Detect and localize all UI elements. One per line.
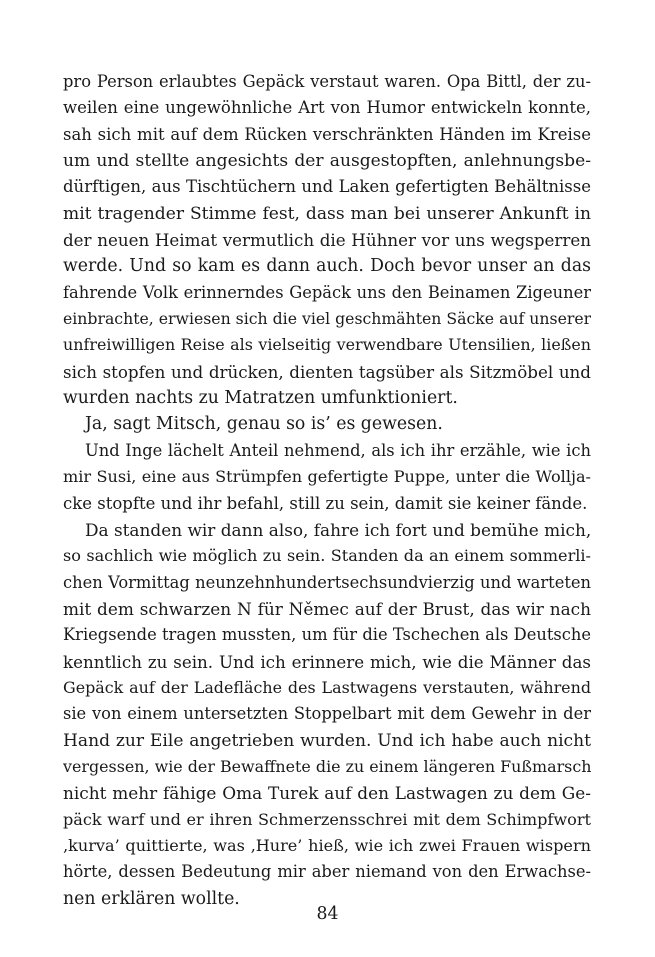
text-line: ‚kurva’ quittierte, was ‚Hure’ hieß, wie ich zwei Frauen wispern	[63, 835, 591, 855]
text-line: dürftigen, aus Tischtüchern und Laken gefertigten Behältnisse	[63, 177, 591, 197]
text-line: fahrende Volk erinnerndes Gepäck uns den Beinamen Zigeuner	[63, 282, 591, 302]
text-line: cke stopfte und ihr befahl, still zu sein, damit sie keiner fände.	[63, 493, 588, 513]
text-line: vergessen, wie der Bewaffnete die zu einem längeren Fußmarsch	[63, 756, 591, 776]
body-text	[63, 69, 591, 912]
text-line: kenntlich zu sein. Und ich erinnere mich, wie die Männer das	[63, 651, 591, 672]
text-line: mit dem schwarzen N für Němec auf der Brust, das wir nach	[63, 598, 591, 619]
text-line: Ja, sagt Mitsch, genau so is’ es gewesen.	[85, 414, 443, 435]
text-line: der neuen Heimat vermutlich die Hühner vor uns wegsperren	[63, 230, 591, 251]
text-line: unfreiwilligen Reise als vielseitig verwendbare Utensilien, ließen	[63, 335, 591, 355]
text-line: päck warf und er ihren Schmerzensschrei mit dem Schimpfwort	[63, 809, 591, 829]
text-line: Kriegsende tragen mussten, um für die Tschechen als Deutsche	[63, 625, 591, 645]
text-line: hörte, dessen Bedeutung mir aber niemand von den Erwachse-	[63, 862, 591, 882]
text-line: werde. Und so kam es dann auch. Doch bevor unser an das	[63, 256, 591, 277]
text-line: um und stellte angesichts der ausgestopften, anlehnungsbe-	[63, 151, 591, 172]
text-line: chen Vormittag neunzehnhundertsechsundvierzig und warteten	[63, 572, 591, 592]
text-line: mir Susi, eine aus Strümpfen gefertigte Puppe, unter die Wollja-	[63, 467, 591, 487]
text-line: wurden nachts zu Matratzen umfunktioniert.	[63, 388, 458, 409]
text-line: sah sich mit auf dem Rücken verschränkten Händen im Kreise	[63, 124, 591, 144]
text-line: Da standen wir dann also, fahre ich fort und bemühe mich,	[85, 519, 591, 540]
text-line: sie von einem untersetzten Stoppelbart mit dem Gewehr in der	[63, 704, 591, 724]
text-line: so sachlich wie möglich zu sein. Standen da an einem sommerli-	[63, 546, 591, 566]
text-line: sich stopfen und drücken, dienten tagsüber als Sitzmöbel und	[63, 361, 591, 382]
text-line: Und Inge lächelt Anteil nehmend, als ich ihr erzähle, wie ich	[85, 440, 591, 460]
text-line: nen erklären wollte.	[63, 888, 240, 909]
text-line: Hand zur Eile angetrieben wurden. Und ich habe auch nicht	[63, 730, 591, 751]
text-line: nicht mehr fähige Oma Turek auf den Lastwagen zu dem Ge-	[63, 783, 591, 804]
text-line: einbrachte, erwiesen sich die viel geschmähten Säcke auf unserer	[63, 309, 591, 329]
text-line: mit tragender Stimme fest, dass man bei unserer Ankunft in	[63, 203, 591, 224]
text-line: Gepäck auf der Ladefläche des Lastwagens verstauten, während	[63, 677, 591, 697]
text-line: pro Person erlaubtes Gepäck verstaut waren. Opa Bittl, der zu-	[63, 72, 591, 91]
page-number: 84	[316, 904, 339, 924]
text-line: weilen eine ungewöhnliche Art von Humor entwickeln konnte,	[63, 98, 591, 118]
